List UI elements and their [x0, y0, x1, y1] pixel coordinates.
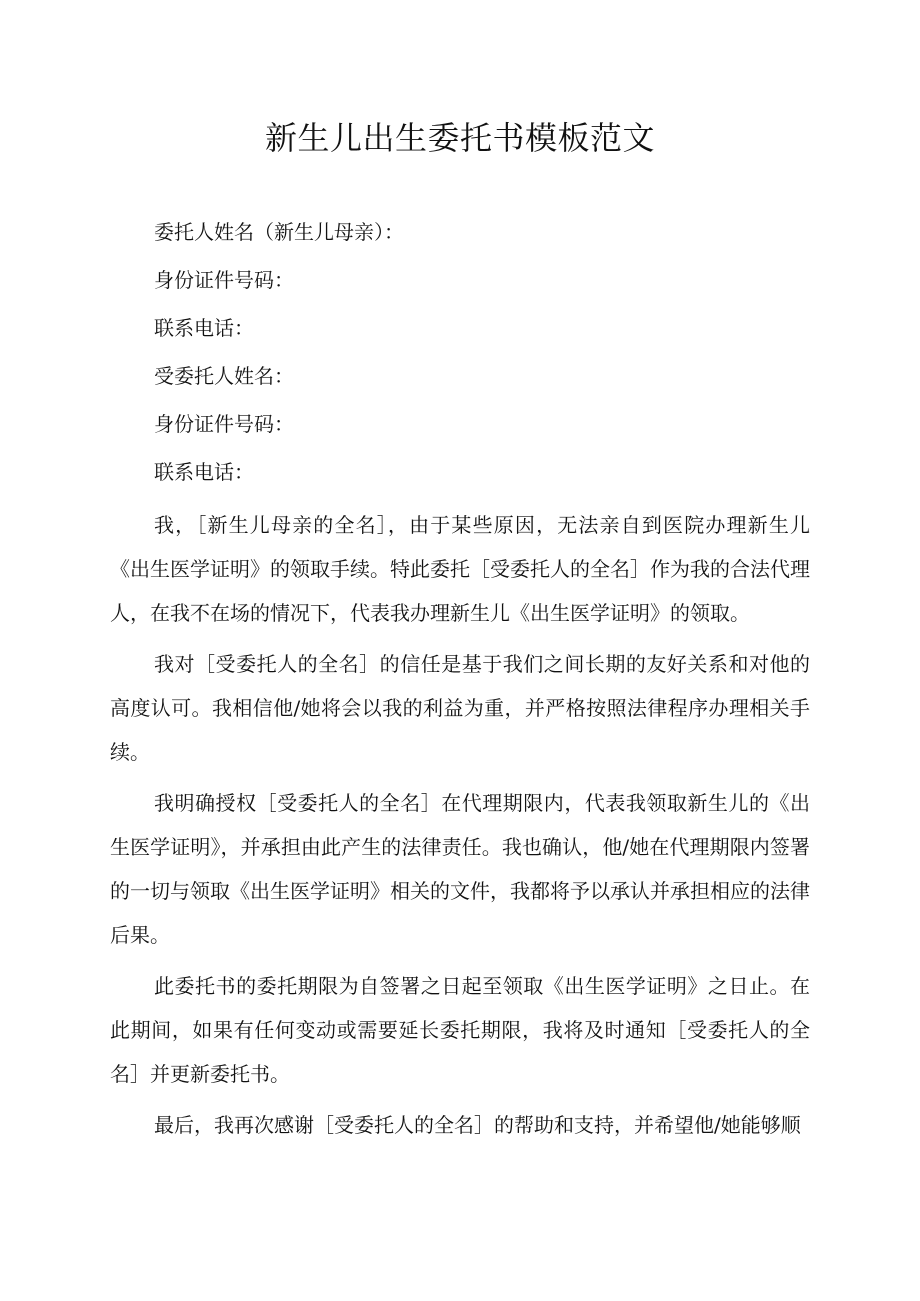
document-body	[110, 503, 810, 1154]
paragraph-trust: 我对［受委托人的全名］的信任是基于我们之间长期的友好关系和对他的高度认可。我相信他/她将会以我的利益为重，并严格按照法律程序办理相关手续。	[110, 652, 810, 764]
paragraph-authorization: 我，［新生儿母亲的全名］，由于某些原因，无法亲自到医院办理新生儿《出生医学证明》的领取手续。特此委托［受委托人的全名］作为我的合法代理人，在我不在场的情况下，代表我办理新生儿《出生医学证明》的领取。	[110, 513, 810, 625]
principal-id-number-field: 身份证件号码：	[154, 268, 294, 292]
agent-id-number-field: 身份证件号码：	[154, 412, 294, 436]
agent-name-field: 受委托人姓名：	[154, 364, 294, 388]
paragraph-term: 此委托书的委托期限为自签署之日起至领取《出生医学证明》之日止。在此期间，如果有任何变动或需要延长委托期限，我将及时通知［受委托人的全名］并更新委托书。	[110, 974, 810, 1086]
paragraph-closing: 最后，我再次感谢［受委托人的全名］的帮助和支持，并希望他/她能够顺	[154, 1113, 801, 1137]
info-fields	[154, 214, 814, 502]
paragraph-scope: 我明确授权［受委托人的全名］在代理期限内，代表我领取新生儿的《出生医学证明》，并承担由此产生的法律责任。我也确认，他/她在代理期限内签署的一切与领取《出生医学证明》相关的文件，我都将予以承认并承担相应的法律后果。	[110, 791, 810, 947]
document-title: 新生儿出生委托书模板范文	[264, 119, 655, 157]
principal-name-field: 委托人姓名（新生儿母亲）：	[154, 220, 404, 244]
agent-phone-field: 联系电话：	[154, 460, 254, 484]
principal-phone-field: 联系电话：	[154, 316, 254, 340]
